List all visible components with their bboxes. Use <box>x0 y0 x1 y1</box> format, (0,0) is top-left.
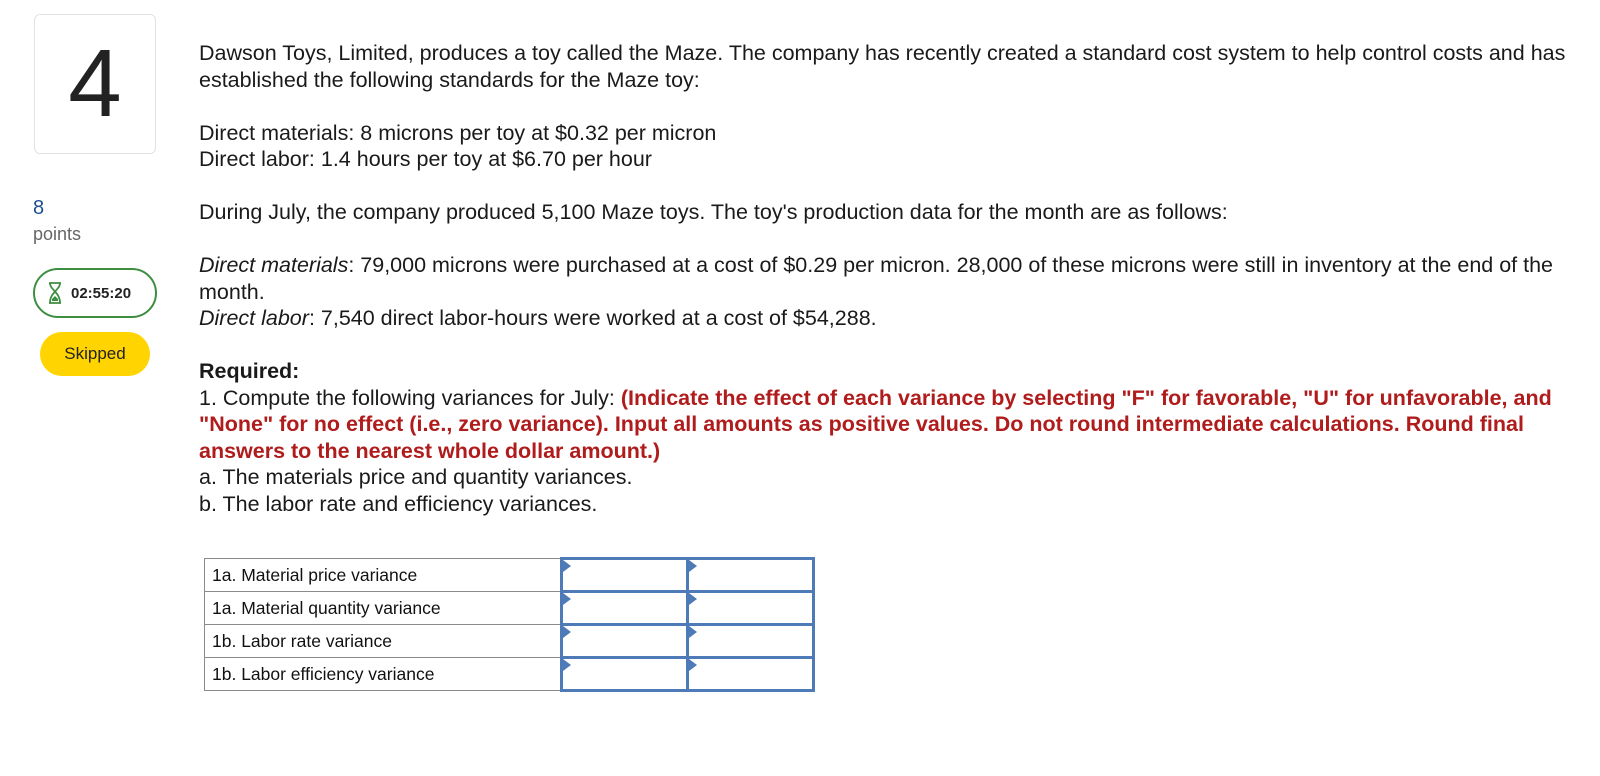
status-badge: Skipped <box>40 332 150 376</box>
effect-select-cell[interactable] <box>688 592 814 625</box>
amount-input-cell[interactable] <box>562 559 688 592</box>
timer-text: 02:55:20 <box>71 284 132 302</box>
effect-select[interactable] <box>689 659 812 689</box>
amount-input[interactable] <box>563 626 686 656</box>
amount-input-cell[interactable] <box>562 625 688 658</box>
effect-select[interactable] <box>689 560 812 590</box>
amount-input-cell[interactable] <box>562 592 688 625</box>
question-number: 4 <box>34 14 156 154</box>
cell-marker-icon <box>563 626 571 638</box>
points-value: 8 <box>33 197 45 219</box>
instructions: (Indicate the effect of each variance by selecting "F" for favorable, "U" for unfavorable, and "None" for no effect (i.e., zero variance). Input all amounts as positive values. Do not round intermediate calculations. Round final answers to the nearest whole dollar amount.) <box>199 385 1552 463</box>
table-row <box>205 592 814 625</box>
actual-labor <box>199 305 1574 332</box>
production-text: During July, the company produced 5,100 Maze toys. The toy's production data for the month are as follows: <box>199 200 1228 224</box>
cell-marker-icon <box>689 659 697 671</box>
variance-table <box>204 557 815 692</box>
required-1-text: 1. Compute the following variances for July: <box>199 385 621 410</box>
effect-select-cell[interactable] <box>688 559 814 592</box>
effect-select[interactable] <box>689 626 812 656</box>
timer[interactable] <box>33 268 157 318</box>
cell-marker-icon <box>563 593 571 605</box>
effect-select-cell[interactable] <box>688 625 814 658</box>
actual-materials-label: Direct materials <box>199 253 349 277</box>
cell-marker-icon <box>689 560 697 572</box>
cell-marker-icon <box>563 659 571 671</box>
intro-text: Dawson Toys, Limited, produces a toy called the Maze. The company has recently created a standard cost system to help control costs and has established the following standards for the Maze toy: <box>199 41 1566 92</box>
row-label: 1b. Labor efficiency variance <box>205 658 562 691</box>
standard-materials: Direct materials: 8 microns per toy at $0.32 per micron <box>199 120 717 145</box>
actual-labor-text: : 7,540 direct labor-hours were worked at a cost of $54,288. <box>308 306 877 330</box>
actual-labor-label: Direct labor <box>199 306 309 330</box>
amount-input[interactable] <box>563 593 686 623</box>
points-label: points <box>33 224 82 244</box>
required-1 <box>199 385 1574 465</box>
actual-materials-text: : 79,000 microns were purchased at a cost of $0.29 per micron. 28,000 of these microns were still in inventory at the end of the month. <box>199 253 1553 304</box>
part-b: b. The labor rate and efficiency variances. <box>199 491 598 516</box>
row-label: 1a. Material quantity variance <box>205 592 562 625</box>
actual-materials <box>199 252 1574 305</box>
table-row <box>205 658 814 691</box>
effect-select-cell[interactable] <box>688 658 814 691</box>
table-row <box>205 625 814 658</box>
row-label: 1a. Material price variance <box>205 559 562 592</box>
amount-input[interactable] <box>563 659 686 689</box>
required-title: Required: <box>199 359 300 383</box>
part-a: a. The materials price and quantity variances. <box>199 465 633 489</box>
cell-marker-icon <box>689 593 697 605</box>
table-row <box>205 559 814 592</box>
question-content <box>199 40 1574 517</box>
cell-marker-icon <box>689 626 697 638</box>
hourglass-icon <box>47 282 63 304</box>
amount-input[interactable] <box>563 560 686 590</box>
row-label: 1b. Labor rate variance <box>205 625 562 658</box>
cell-marker-icon <box>563 560 571 572</box>
effect-select[interactable] <box>689 593 812 623</box>
amount-input-cell[interactable] <box>562 658 688 691</box>
standard-labor: Direct labor: 1.4 hours per toy at $6.70 per hour <box>199 147 652 171</box>
